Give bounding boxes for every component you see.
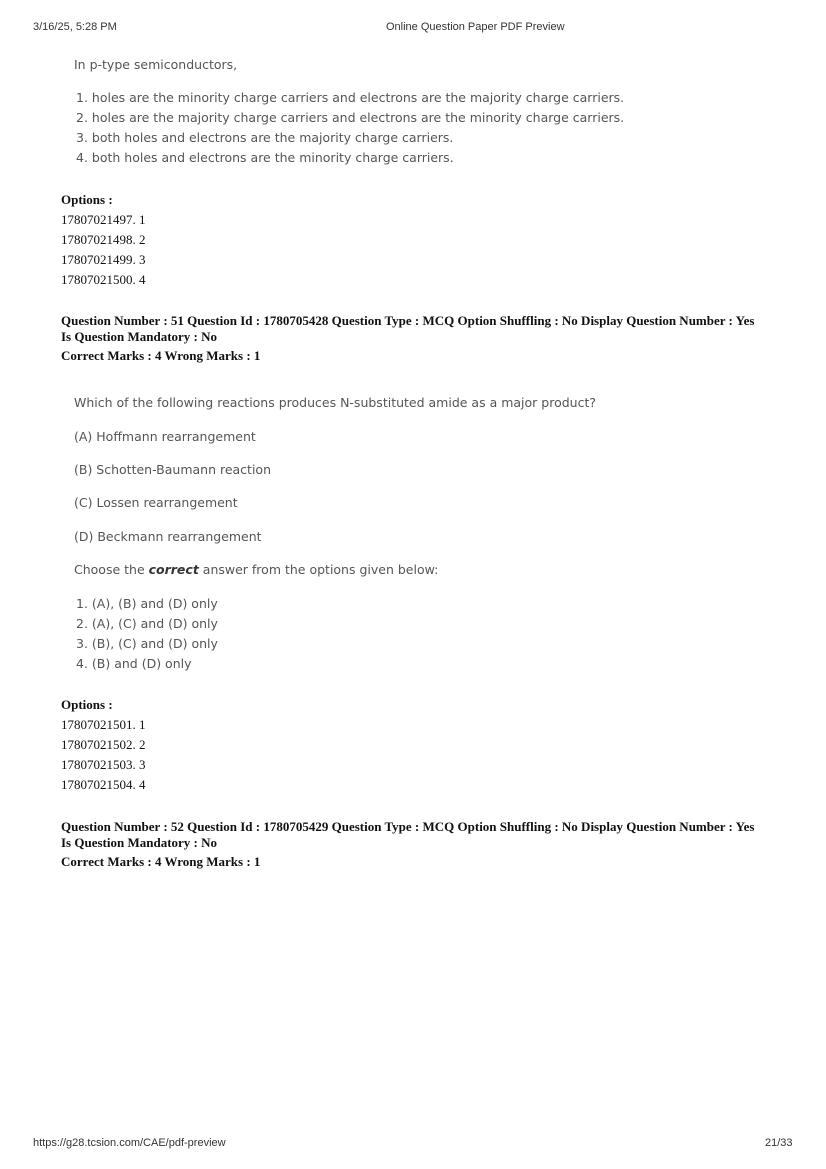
list-item: 4. both holes and electrons are the minority charge carriers. xyxy=(76,150,454,165)
q51-options xyxy=(61,715,146,795)
q52-meta-line1: Question Number : 52 Question Id : 1780705429 Question Type : MCQ Option Shuffling : No Display Question Number : Yes xyxy=(61,819,755,834)
page-number: 21/33 xyxy=(765,1137,793,1149)
option-line: 17807021501. 1 xyxy=(61,717,146,732)
q51-item-a: (A) Hoffmann rearrangement xyxy=(74,429,256,444)
option-line: 17807021499. 3 xyxy=(61,252,146,267)
list-item: 3. (B), (C) and (D) only xyxy=(76,636,218,651)
q51-item-c: (C) Lossen rearrangement xyxy=(74,495,238,510)
list-item: 1. holes are the minority charge carriers and electrons are the majority charge carriers. xyxy=(76,90,625,105)
q51-meta-line1: Question Number : 51 Question Id : 1780705428 Question Type : MCQ Option Shuffling : No Display Question Number : Yes xyxy=(61,313,755,328)
q52-meta-line2: Is Question Mandatory : No xyxy=(61,835,218,850)
q50-stem: In p-type semiconductors, xyxy=(74,57,238,72)
option-line: 17807021503. 3 xyxy=(61,757,146,772)
option-line: 17807021498. 2 xyxy=(61,232,146,247)
instruction-suffix: answer from the options given below: xyxy=(198,562,439,577)
option-line: 17807021500. 4 xyxy=(61,272,146,287)
instruction-emphasis: correct xyxy=(148,562,199,577)
q51-meta-line2: Is Question Mandatory : No xyxy=(61,329,218,344)
list-item: 2. holes are the majority charge carriers and electrons are the minority charge carriers. xyxy=(76,110,625,125)
q52-meta xyxy=(61,819,754,870)
page-url: https://g28.tcsion.com/CAE/pdf-preview xyxy=(33,1137,226,1149)
q52-meta-line3: Correct Marks : 4 Wrong Marks : 1 xyxy=(61,854,261,869)
list-item: 4. (B) and (D) only xyxy=(76,656,192,671)
q51-meta xyxy=(61,313,754,364)
q51-stem: Which of the following reactions produces N-substituted amide as a major product? xyxy=(74,395,596,410)
print-datetime: 3/16/25, 5:28 PM xyxy=(33,21,117,33)
q51-instruction xyxy=(74,562,438,577)
q51-item-d: (D) Beckmann rearrangement xyxy=(74,529,262,544)
instruction-prefix: Choose the xyxy=(74,562,149,577)
q51-choices xyxy=(76,594,218,674)
q51-item-b: (B) Schotten-Baumann reaction xyxy=(74,462,272,477)
list-item: 2. (A), (C) and (D) only xyxy=(76,616,218,631)
q51-options-title: Options : xyxy=(61,697,113,712)
list-item: 3. both holes and electrons are the majority charge carriers. xyxy=(76,130,454,145)
option-line: 17807021504. 4 xyxy=(61,777,146,792)
option-line: 17807021502. 2 xyxy=(61,737,146,752)
q50-choices xyxy=(76,88,624,168)
q50-options xyxy=(61,210,146,290)
q50-options-title: Options : xyxy=(61,192,113,207)
option-line: 17807021497. 1 xyxy=(61,212,146,227)
q51-meta-line3: Correct Marks : 4 Wrong Marks : 1 xyxy=(61,348,261,363)
print-title: Online Question Paper PDF Preview xyxy=(386,21,565,33)
list-item: 1. (A), (B) and (D) only xyxy=(76,596,218,611)
